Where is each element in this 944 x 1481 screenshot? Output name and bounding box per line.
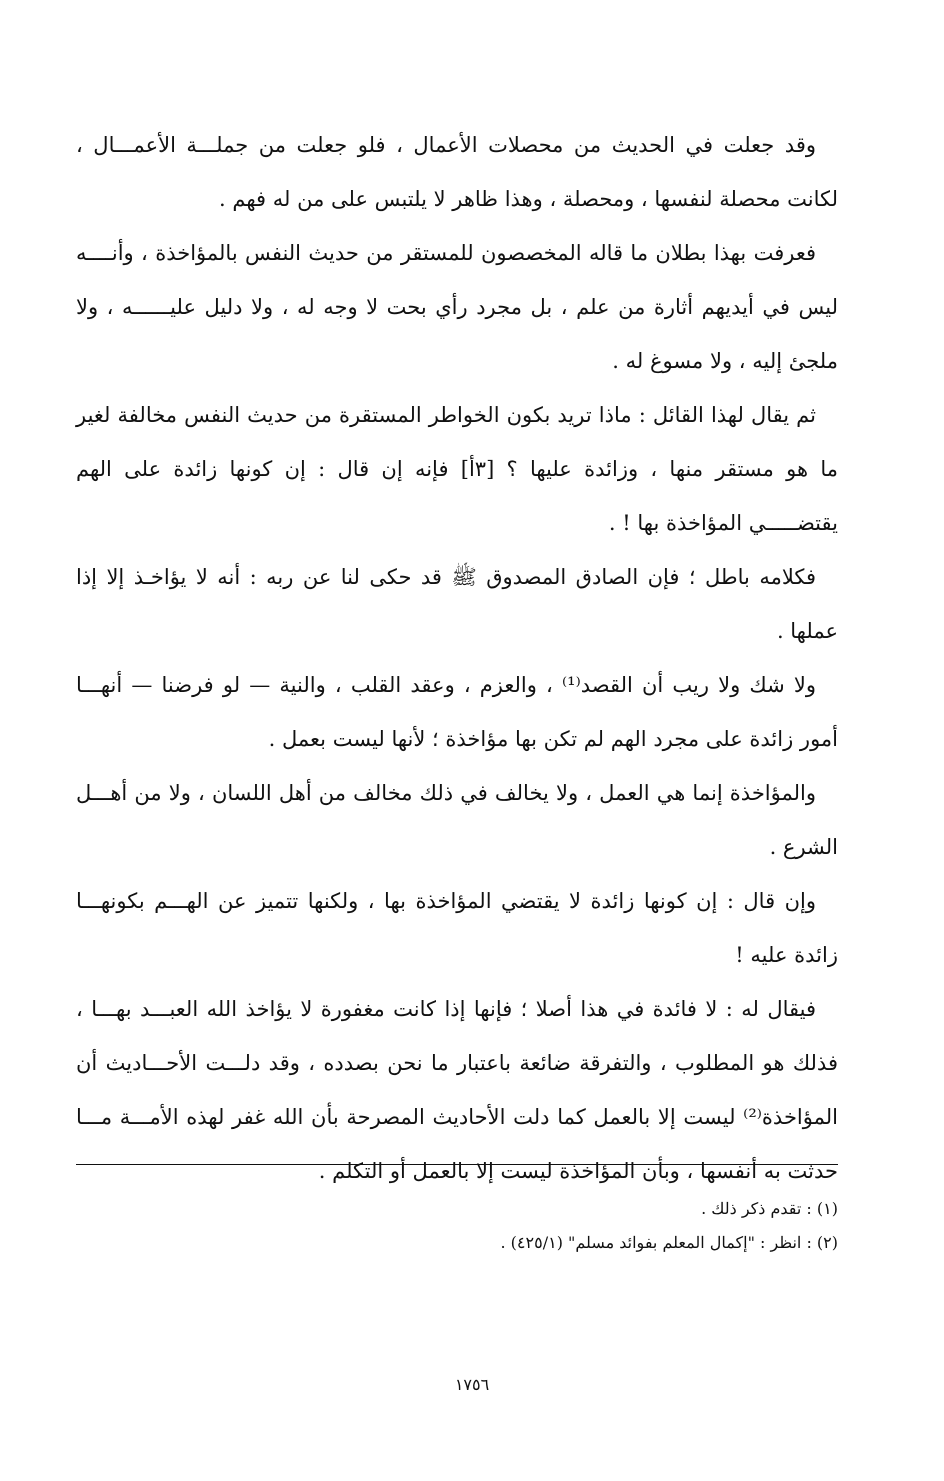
footnote: (٢) : انظر : "إكمال المعلم بفوائد مسلم" (٤٢٥/١) . bbox=[500, 1233, 838, 1252]
footnote: (١) : تقدم ذكر ذلك . bbox=[701, 1199, 838, 1218]
main-text bbox=[76, 118, 838, 1198]
paragraph bbox=[76, 766, 838, 874]
paragraph bbox=[76, 226, 838, 388]
paragraph-text: ولا شك ولا ريب أن القصد⁽¹⁾ ، والعزم ، وعقد القلب ، والنية — لو فرضنا — أنهـــا أمور زائدة على مجرد الهم لم تكن بها مؤاخذة ؛ لأنها ليست بعمل . bbox=[76, 673, 838, 751]
paragraph bbox=[76, 658, 838, 766]
paragraph bbox=[76, 118, 838, 226]
paragraph-text: فكلامه باطل ؛ فإن الصادق المصدوق ﷺ قد حكى لنا عن ربه : أنه لا يؤاخـذ إلا إذا عملها . bbox=[76, 565, 838, 643]
paragraph-text: وقد جعلت في الحديث من محصلات الأعمال ، فلو جعلت من جملـــة الأعمـــال ، لكانت محصلة لنفسها ، ومحصلة ، وهذا ظاهر لا يلتبس على من له فهم . bbox=[76, 133, 838, 211]
footnote-divider bbox=[76, 1164, 838, 1165]
paragraph-text: والمؤاخذة إنما هي العمل ، ولا يخالف في ذلك مخالف من أهل اللسان ، ولا من أهـــل الشرع . bbox=[76, 781, 838, 859]
paragraph-text: فعرفت بهذا بطلان ما قاله المخصصون للمستقر من حديث النفس بالمؤاخذة ، وأنــــه ليس في أيديهم أثارة من علم ، بل مجرد رأي بحت لا وجه له ، ولا دليل عليــــــه ، ولا ملجئ إليه ، ولا مسوغ له . bbox=[76, 241, 838, 373]
paragraph bbox=[76, 388, 838, 550]
page-number: ١٧٥٦ bbox=[454, 1375, 490, 1394]
paragraph bbox=[76, 550, 838, 658]
paragraph-text: فيقال له : لا فائدة في هذا أصلا ؛ فإنها إذا كانت مغفورة لا يؤاخذ الله العبـــد بهـــا ، فذلك هو المطلوب ، والتفرقة ضائعة باعتبار ما نحن بصدده ، وقد دلـــت الأحـــاديث أن المؤاخذة⁽²⁾ ليست إلا بالعمل كما دلت الأحاديث المصرحة بأن الله غفر لهذه الأمـــة مـــا حدثت به أنفسها ، وبأن المؤاخذة ليست إلا بالعمل أو التكلم . bbox=[76, 997, 838, 1183]
paragraph-text: وإن قال : إن كونها زائدة لا يقتضي المؤاخذة بها ، ولكنها تتميز عن الهـــم بكونهـــا زائدة عليه ! bbox=[76, 889, 838, 967]
paragraph bbox=[76, 874, 838, 982]
paragraph bbox=[76, 982, 838, 1198]
paragraph-text: ثم يقال لهذا القائل : ماذا تريد بكون الخواطر المستقرة من حديث النفس مخالفة لغير ما هو مستقر منها ، وزائدة عليها ؟ [٣أ] فإنه إن قال : إن كونها زائدة على الهم يقتضـــــي المؤاخذة بها ! . bbox=[76, 403, 838, 535]
footnotes bbox=[76, 1192, 838, 1260]
